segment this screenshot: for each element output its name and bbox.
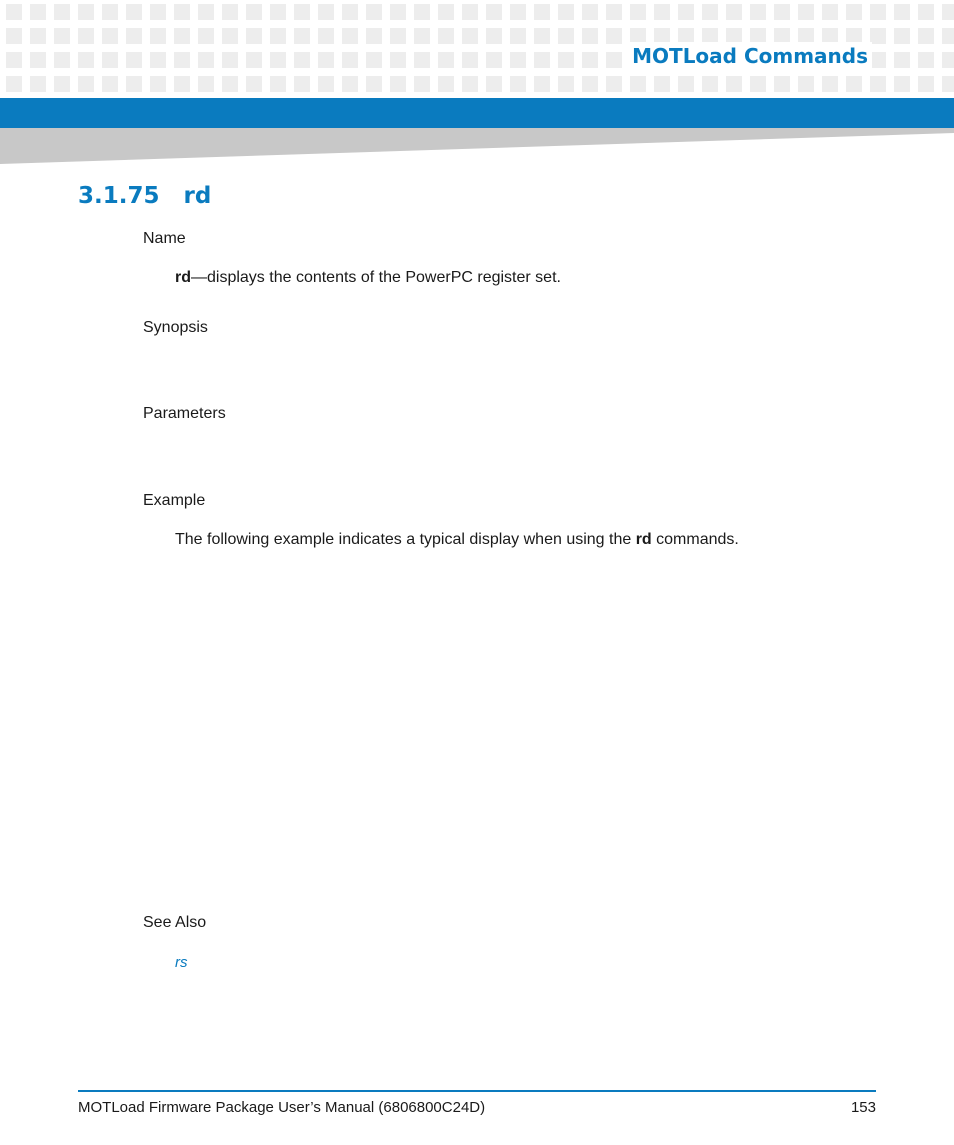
header-dot [318,76,334,92]
header-dot [366,76,382,92]
header-dot [222,4,238,20]
header-dot [6,4,22,20]
header-dot [510,28,526,44]
header-dot [294,52,310,68]
header-dot [654,76,670,92]
section-title: rd [183,183,212,209]
header-dot [102,28,118,44]
header-dot [126,4,142,20]
header-dot [510,4,526,20]
header-dot [438,52,454,68]
header-dot [630,4,646,20]
header-dot [126,52,142,68]
header-dot [222,76,238,92]
header-dot [318,52,334,68]
header-dot [198,76,214,92]
header-dot [798,4,814,20]
header-dot [30,52,46,68]
footer-page-number: 153 [850,1099,876,1116]
header-dot [558,52,574,68]
header-dot [894,52,910,68]
header-dot [366,52,382,68]
header-dot [390,28,406,44]
header-dot [102,76,118,92]
header-dot [750,4,766,20]
name-description [175,269,561,287]
header-dot [918,28,934,44]
header-dot [54,76,70,92]
header-dot [510,52,526,68]
header-dot [606,4,622,20]
header-dot [390,52,406,68]
footer-manual-title: MOTLoad Firmware Package User’s Manual (6806800C24D) [78,1099,486,1116]
header-dot [462,4,478,20]
header-dot [30,4,46,20]
header-dot [486,28,502,44]
label-parameters: Parameters [143,405,226,422]
example-text-before: The following example indicates a typical display when using the [175,531,636,548]
header-dot [438,76,454,92]
running-header-title: MOTLoad Commands [628,42,872,70]
header-dot [630,76,646,92]
header-dot [198,28,214,44]
label-synopsis: Synopsis [143,319,208,336]
header-dot [534,28,550,44]
header-dot [174,4,190,20]
header-dot [846,4,862,20]
header-dot [822,76,838,92]
header-dot [246,76,262,92]
header-dot [774,76,790,92]
header-dot [198,52,214,68]
header-dot [774,4,790,20]
header-dot [798,76,814,92]
header-dot [342,52,358,68]
header-dot [846,76,862,92]
header-blue-band [0,98,954,128]
header-dot [270,76,286,92]
header-dot [54,52,70,68]
header-dot [582,4,598,20]
header-dot [606,52,622,68]
header-dot [438,4,454,20]
header-dot [678,4,694,20]
header-dot [678,76,694,92]
example-command: rd [635,531,652,548]
header-dot [6,28,22,44]
header-dot [558,4,574,20]
see-also-link-rs[interactable]: rs [175,954,188,971]
header-dot [126,28,142,44]
header-dot [750,76,766,92]
header-dot [414,28,430,44]
header-dot [78,4,94,20]
section-heading [78,183,211,209]
header-dot [150,52,166,68]
header-dot [918,52,934,68]
header-dot [342,28,358,44]
header-dot [606,28,622,44]
label-example: Example [143,492,206,509]
header-dot [582,52,598,68]
header-dot [294,76,310,92]
header-dot [198,4,214,20]
header-dot [246,52,262,68]
header-dot [486,4,502,20]
header-dot [270,4,286,20]
label-name: Name [143,230,186,247]
header-dot [294,4,310,20]
header-dot [414,4,430,20]
header-dot [6,52,22,68]
header-dot [270,52,286,68]
header-dot [726,76,742,92]
header-dot [54,28,70,44]
header-dot [414,76,430,92]
header-dot [510,76,526,92]
header-dot [582,76,598,92]
header-dot [318,4,334,20]
label-see-also: See Also [143,914,207,931]
header-dot [78,28,94,44]
header-dot [462,28,478,44]
header-dot [174,28,190,44]
header-dot [222,52,238,68]
header-dot [102,52,118,68]
header-dot [870,76,886,92]
name-description-text: —displays the contents of the PowerPC register set. [191,269,561,286]
header-dot [486,76,502,92]
header-dot [870,4,886,20]
name-command: rd [175,269,191,286]
header-dot [894,4,910,20]
header-dot [390,4,406,20]
header-dot [462,76,478,92]
header-dot [150,28,166,44]
header-dot [390,76,406,92]
header-dot [246,4,262,20]
header-dot [534,52,550,68]
header-dot [342,76,358,92]
header-dot [30,76,46,92]
header-dot [702,4,718,20]
header-dot [558,28,574,44]
header-dot [894,76,910,92]
header-dot [726,4,742,20]
header-dot [6,76,22,92]
section-number: 3.1.75 [78,183,160,209]
header-dot [942,28,954,44]
header-dot [822,4,838,20]
header-dot [174,76,190,92]
header-dot [54,4,70,20]
header-dot [270,28,286,44]
header-dot [78,52,94,68]
header-dot [486,52,502,68]
header-dot [414,52,430,68]
header-dot [366,28,382,44]
header-dot [870,52,886,68]
header-dot [318,28,334,44]
header-dot [870,28,886,44]
example-description [175,531,739,549]
header-dot [894,28,910,44]
header-dot [150,4,166,20]
header-dot [342,4,358,20]
header-dot [582,28,598,44]
header-gray-wedge [0,128,954,164]
header-dot [366,4,382,20]
header-dot [294,28,310,44]
header-dot [942,4,954,20]
header-dot [918,4,934,20]
header-dot [126,76,142,92]
header-dot [918,76,934,92]
header-dot [102,4,118,20]
example-text-after: commands. [651,531,739,548]
header-dot [606,76,622,92]
header-dot [246,28,262,44]
header-dot [558,76,574,92]
header-dot [462,52,478,68]
footer-rule [78,1090,876,1092]
header-dot [150,76,166,92]
header-dot [30,28,46,44]
header-dot [78,76,94,92]
header-dot [222,28,238,44]
header-dot [534,4,550,20]
header-dot [438,28,454,44]
header-dot [654,4,670,20]
header-dot [534,76,550,92]
header-dot [942,76,954,92]
header-dot [174,52,190,68]
header-dot [702,76,718,92]
header-dot [942,52,954,68]
